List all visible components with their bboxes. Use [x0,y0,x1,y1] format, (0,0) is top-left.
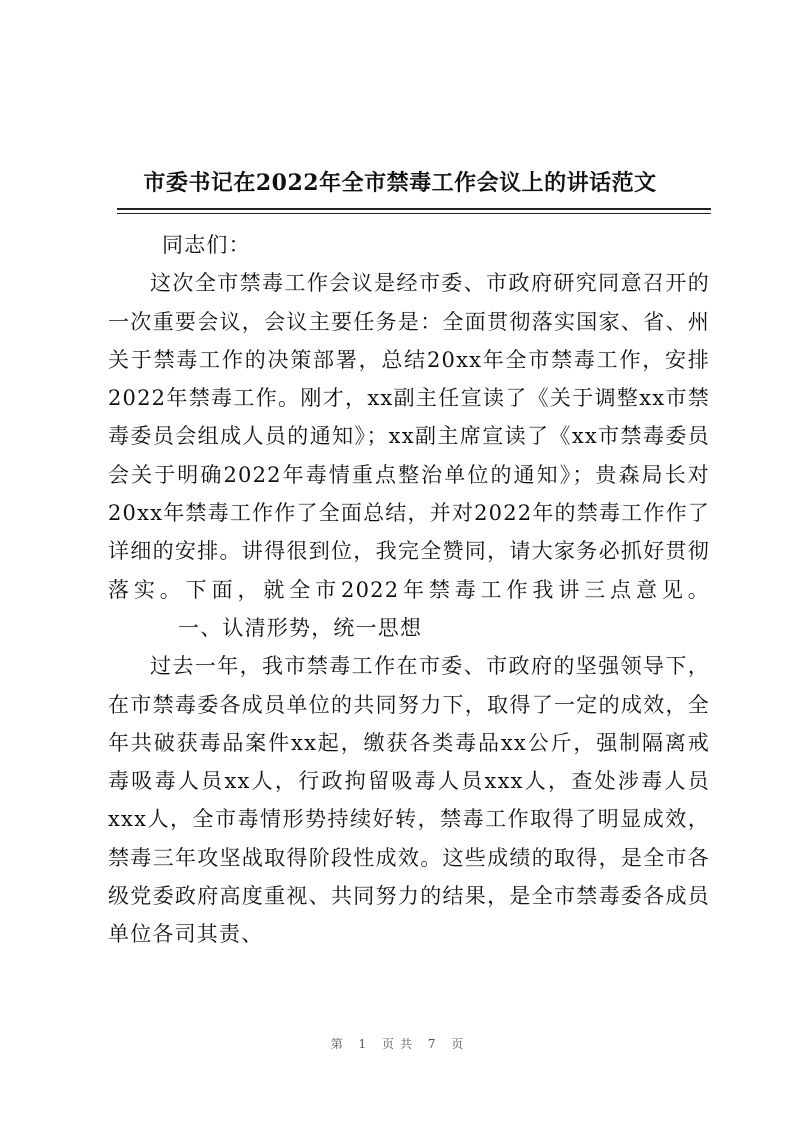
paragraph-intro-text: 这次全市禁毒工作会议是经市委、市政府研究同意召开的一次重要会议，会议主要任务是：全面贯彻落实国家、省、州关于禁毒工作的决策部署，总结20xx年全市禁毒工作，安排2022年禁毒工作。刚才，xx副主任宣读了《关于调整xx市禁毒委员会组成人员的通知》；xx副主席宣读了《xx市禁毒委员会关于明确2022年毒情重点整治单位的通知》；贵森局长对20xx年禁毒工作作了全面总结，并对2022年的禁毒工作作了详细的安排。讲得很到位，我完全赞同，请大家务必抓好贯彻落实。下面，就全市2022年禁毒工作我讲三点意见。 [108,271,710,602]
document-body [108,226,710,954]
paragraph-review: 过去一年，我市禁毒工作在市委、市政府的坚强领导下，在市禁毒委各成员单位的共同努力下，取得了一定的成效，全年共破获毒品案件xx起，缴获各类毒品xx公斤，强制隔离戒毒吸毒人员xx人，行政拘留吸毒人员xxx人，查处涉毒人员xxx人，全市毒情形势持续好转，禁毒工作取得了明显成效，禁毒三年攻坚战取得阶段性成效。这些成绩的取得，是全市各级党委政府高度重视、共同努力的结果，是全市禁毒委各成员单位各司其责、 [108,654,710,947]
document-title: 市委书记在2022年全市禁毒工作会议上的讲话范文 [143,170,657,196]
title-rule-thick [117,208,711,210]
paragraph-intro [108,264,710,647]
salutation: 同志们： [162,233,251,257]
title-rule-thin [117,213,711,214]
section-heading-1: 一、认清形势，统一思想 [178,615,423,640]
page-footer: 第 1 页共 7 页 [330,1037,470,1051]
